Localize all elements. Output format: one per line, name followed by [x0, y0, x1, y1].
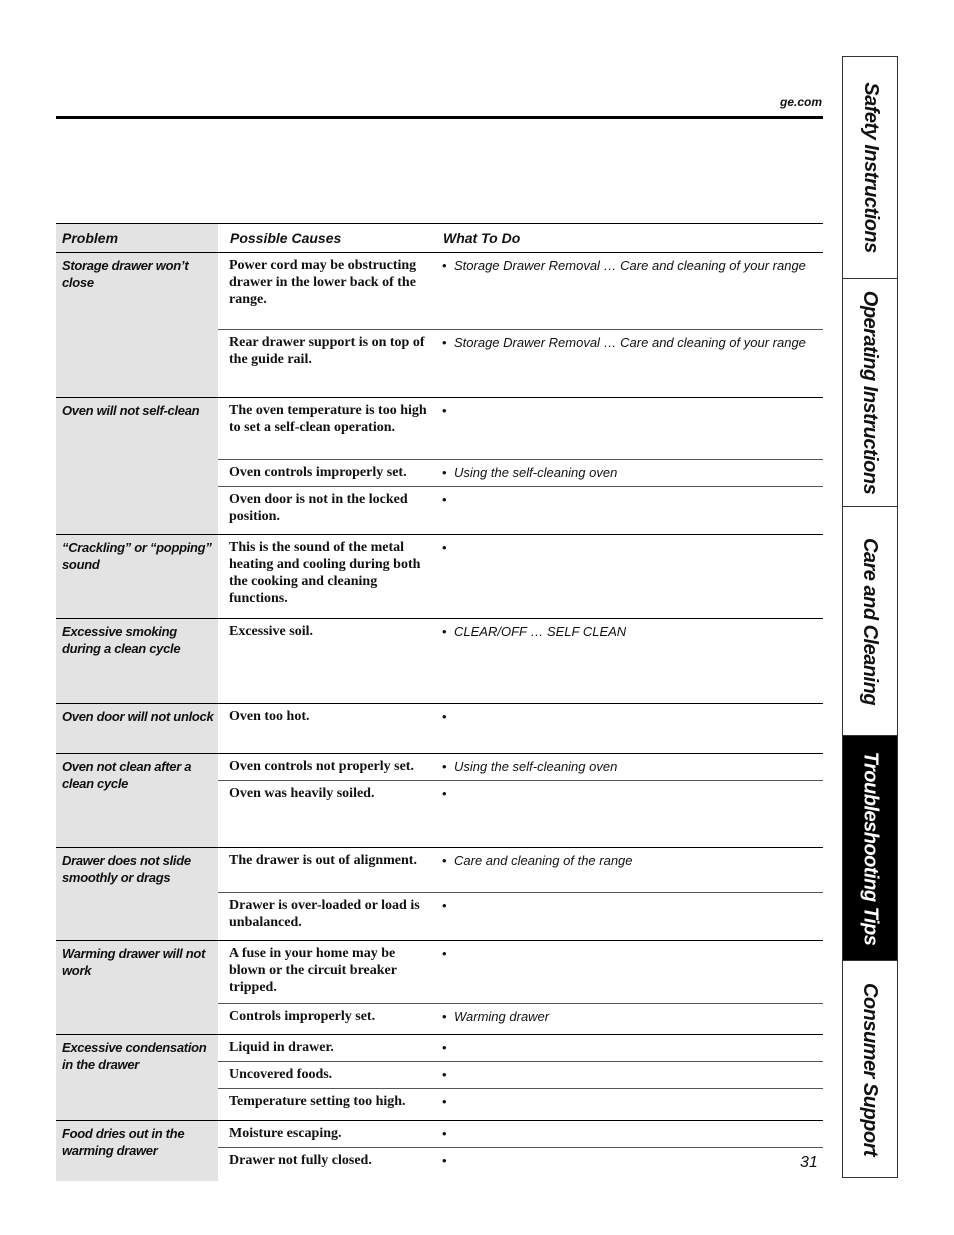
tab-operating-instructions[interactable]: Operating Instructions: [843, 279, 897, 507]
cause-cell: Liquid in drawer.: [229, 1040, 334, 1055]
what-to-do-cell: • Using the self-cleaning oven: [442, 464, 820, 481]
problem-cell: Drawer does not slide smoothly or drags: [56, 848, 218, 940]
problem-cell: Excessive condensation in the drawer: [56, 1035, 218, 1120]
problem-cell: Food dries out in the warming drawer: [56, 1121, 218, 1181]
table-row: [218, 253, 823, 330]
table-row: [218, 1035, 823, 1062]
cause-cell: This is the sound of the metal heating and cooling during both the cooking and cleaning functions.: [229, 540, 421, 606]
page-number: 31: [800, 1154, 818, 1171]
what-to-do-cell: • Using the self-cleaning oven: [442, 758, 820, 775]
problem-group: [56, 941, 823, 1035]
cause-cell: Oven controls improperly set.: [229, 465, 407, 480]
what-to-do-cell: • Care and cleaning of the range: [442, 852, 820, 869]
what-to-do-cell: • Storage Drawer Removal … Care and cleaning of your range: [442, 257, 820, 274]
cause-cell: Oven was heavily soiled.: [229, 786, 375, 801]
problem-group: [56, 253, 823, 398]
cause-cell: Excessive soil.: [229, 624, 313, 639]
what-to-do-cell: • Storage Drawer Removal … Care and cleaning of your range: [442, 334, 820, 351]
table-row: [218, 535, 823, 618]
table-row: [218, 754, 823, 781]
problem-group: [56, 704, 823, 754]
tab-troubleshooting-tips[interactable]: Troubleshooting Tips: [843, 736, 897, 961]
cause-cell: Oven door is not in the locked position.: [229, 492, 408, 524]
cause-cell: Uncovered foods.: [229, 1067, 333, 1082]
cause-cell: Controls improperly set.: [229, 1009, 376, 1024]
table-row: [218, 781, 823, 847]
tab-care-and-cleaning[interactable]: Care and Cleaning: [843, 507, 897, 736]
problem-group: [56, 1035, 823, 1121]
table-header: [56, 223, 823, 253]
cause-cell: Oven too hot.: [229, 709, 310, 724]
problem-group: [56, 398, 823, 535]
problem-cell: Storage drawer won’t close: [56, 253, 218, 397]
header-problem: Problem: [56, 224, 218, 252]
table-row: [218, 460, 823, 487]
table-row: [218, 848, 823, 893]
problem-group: [56, 619, 823, 704]
problem-cell: Excessive smoking during a clean cycle: [56, 619, 218, 703]
cause-cell: Power cord may be obstructing drawer in the lower back of the range.: [229, 258, 417, 307]
table-row: [218, 398, 823, 460]
what-to-do-cell: • CLEAR/OFF … SELF CLEAN: [442, 623, 820, 640]
tab-safety-instructions[interactable]: Safety Instructions: [843, 57, 897, 279]
cause-cell: The oven temperature is too high to set a self-clean operation.: [229, 403, 427, 435]
problem-group: [56, 1121, 823, 1181]
table-row: [218, 704, 823, 753]
table-row: [218, 893, 823, 940]
table-row: [218, 941, 823, 1004]
table-row: [218, 1089, 823, 1120]
problem-group: [56, 535, 823, 619]
table-row: [218, 1062, 823, 1089]
troubleshooting-table: [56, 223, 823, 1181]
table-row: [218, 1148, 823, 1180]
problem-group: [56, 848, 823, 941]
table-row: [218, 619, 823, 703]
table-row: [218, 487, 823, 534]
cause-cell: Moisture escaping.: [229, 1126, 342, 1141]
table-row: [218, 1004, 823, 1034]
cause-cell: A fuse in your home may be blown or the circuit breaker tripped.: [229, 946, 397, 995]
cause-cell: Oven controls not properly set.: [229, 759, 414, 774]
cause-cell: Temperature setting too high.: [229, 1094, 406, 1109]
cause-cell: Drawer not fully closed.: [229, 1153, 372, 1168]
section-tabs: [842, 56, 898, 1178]
problem-cell: “Crackling” or “popping” sound: [56, 535, 218, 618]
problem-group: [56, 754, 823, 848]
what-to-do-cell: • Warming drawer: [442, 1008, 820, 1025]
header-what-to-do: What To Do: [443, 230, 521, 246]
tab-consumer-support[interactable]: Consumer Support: [859, 982, 882, 1156]
cause-cell: Drawer is over-loaded or load is unbalanced.: [229, 898, 420, 930]
table-row: [218, 1121, 823, 1148]
site-url: ge.com: [779, 95, 822, 109]
table-row: [218, 330, 823, 397]
problem-cell: Warming drawer will not work: [56, 941, 218, 1034]
problem-cell: Oven not clean after a clean cycle: [56, 754, 218, 847]
problem-cell: Oven door will not unlock: [56, 704, 218, 753]
problem-cell: Oven will not self-clean: [56, 398, 218, 534]
cause-cell: The drawer is out of alignment.: [229, 853, 417, 868]
top-rule: [56, 116, 823, 119]
header-possible-causes: Possible Causes: [230, 230, 342, 246]
cause-cell: Rear drawer support is on top of the guide rail.: [229, 335, 425, 367]
